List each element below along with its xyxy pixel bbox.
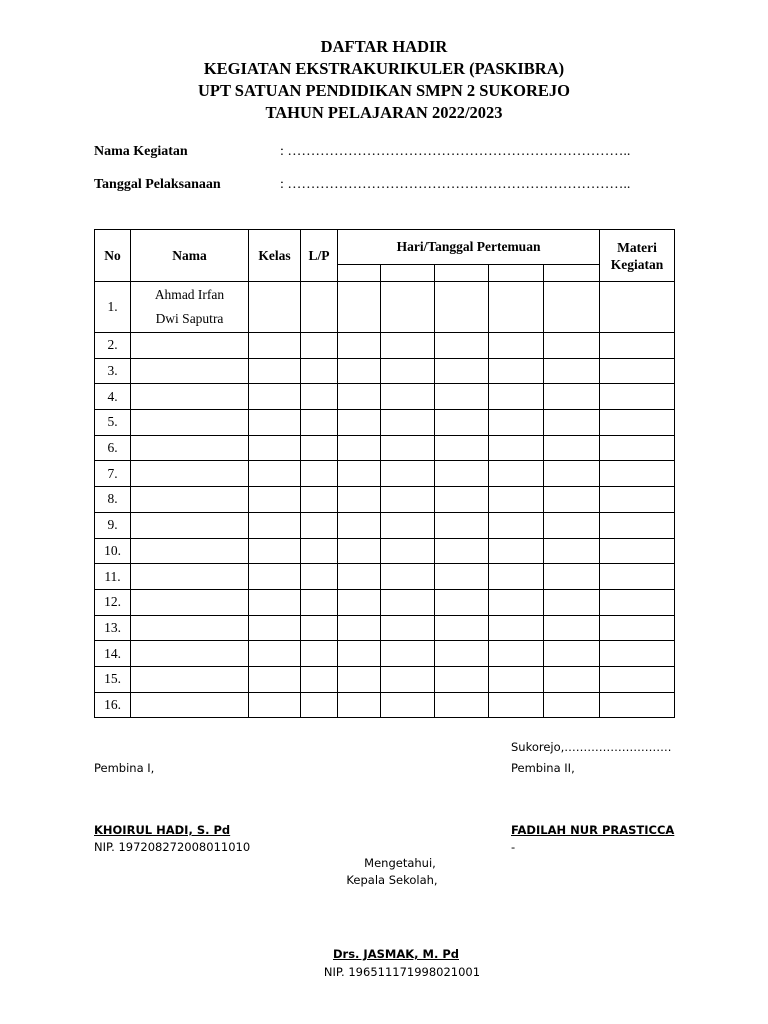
header-no: No [95,230,131,282]
document-title [0,36,768,124]
title-line-1: DAFTAR HADIR [320,37,448,56]
pembina-2-label: Pembina II, [511,761,575,775]
row-number: 12. [95,589,131,615]
row-number: 14. [95,641,131,667]
header-kelas: Kelas [249,230,301,282]
table-row [95,461,675,487]
row-number: 2. [95,333,131,359]
kepala-sekolah-name: Drs. JASMAK, M. Pd [332,947,459,961]
row-number: 11. [95,564,131,590]
header-materi: Materi Kegiatan [600,230,675,282]
table-row [95,333,675,359]
date-cell [338,265,381,282]
kepala-sekolah-label: Kepala Sekolah, [346,873,438,887]
table-row [95,692,675,718]
row-number: 8. [95,487,131,513]
tanggal-pelaksanaan-field [94,177,630,193]
row-number: 13. [95,615,131,641]
student-name-line-2: Dwi Saputra [155,311,224,326]
student-name [131,282,249,333]
table-row [95,538,675,564]
student-name-line-1: Ahmad Irfan [154,287,225,302]
row-number: 15. [95,666,131,692]
row-number: 6. [95,435,131,461]
pembina-2-nip: - [511,840,516,854]
table-row [95,666,675,692]
title-line-2: KEGIATAN EKSTRAKURIKULER (PASKIBRA) [203,59,565,78]
table-row [95,589,675,615]
date-cell [435,265,489,282]
row-number: 4. [95,384,131,410]
tanggal-pelaksanaan-label: Tanggal Pelaksanaan [94,177,221,192]
table-row [95,282,675,333]
table-row [95,641,675,667]
kepala-sekolah-nip: NIP. 196511171998021001 [323,965,481,979]
nama-kegiatan-label: Nama Kegiatan [94,144,188,159]
pembina-1-label: Pembina I, [94,761,155,775]
header-nama: Nama [131,230,249,282]
row-number: 7. [95,461,131,487]
table-row [95,615,675,641]
row-number: 9. [95,512,131,538]
header-lp: L/P [301,230,338,282]
pembina-2-name: FADILAH NUR PRASTICCA [511,823,675,837]
table-row [95,358,675,384]
pembina-1-name: KHOIRUL HADI, S. Pd [94,823,231,837]
header-hari-tanggal: Hari/Tanggal Pertemuan [338,230,600,265]
date-cell [381,265,435,282]
tanggal-pelaksanaan-value: : ……………………………………………………………….. [280,177,631,192]
table-row [95,564,675,590]
table-row [95,512,675,538]
place-date: Sukorejo,………………………. [511,740,672,754]
row-number: 5. [95,410,131,436]
nama-kegiatan-value: : ……………………………………………………………….. [280,144,631,159]
mengetahui-label: Mengetahui, [364,856,436,870]
date-cell [489,265,544,282]
table-row [95,384,675,410]
row-number: 10. [95,538,131,564]
table-row [95,410,675,436]
row-number: 16. [95,692,131,718]
pembina-1-nip: NIP. 197208272008011010 [94,840,251,854]
row-number: 3. [95,358,131,384]
nama-kegiatan-field [94,144,630,160]
attendance-table [94,229,675,718]
date-cell [544,265,600,282]
table-row [95,435,675,461]
title-line-3: UPT SATUAN PENDIDIKAN SMPN 2 SUKOREJO [197,81,571,100]
table-row [95,487,675,513]
title-line-4: TAHUN PELAJARAN 2022/2023 [265,103,503,122]
row-number: 1. [95,282,131,333]
